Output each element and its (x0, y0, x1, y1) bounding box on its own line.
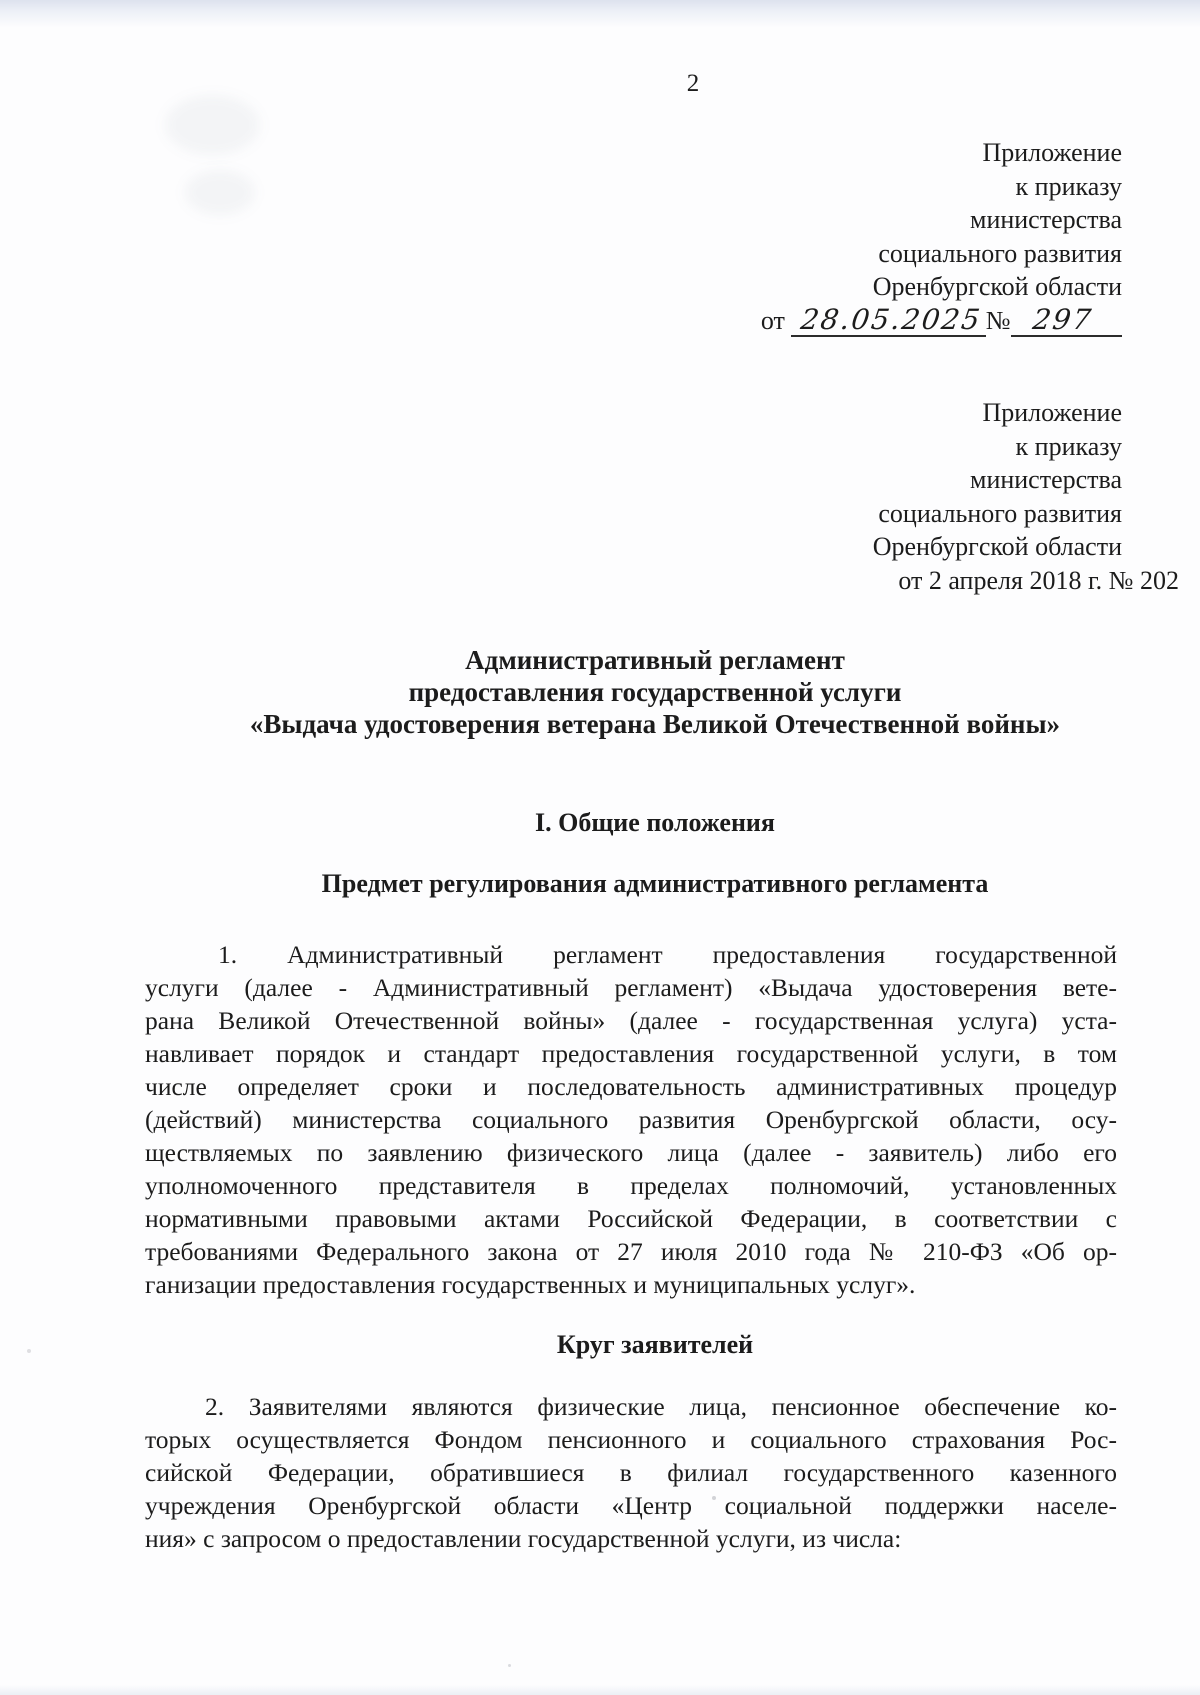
appendix-line: к приказу (1015, 171, 1122, 201)
document-title (145, 644, 1165, 740)
scan-edge-artifact-bottom (0, 1685, 1200, 1695)
scan-smudge (185, 170, 255, 215)
handwritten-number-field (1011, 302, 1122, 337)
paragraph-line: 2. Заявителями являются физические лица, пенсионное обеспечение ко- (205, 1392, 1117, 1421)
document-title-line: предоставления государственной услуги (408, 677, 902, 707)
paragraph-line: рана Великой Отечественной войны» (далее - государственная услуга) уста- (145, 1006, 1117, 1035)
paragraph-line: нормативными правовыми актами Российской Федерации, в соответствии с (145, 1204, 1117, 1233)
scan-edge-artifact-top (0, 0, 1200, 28)
appendix-line: к приказу (1015, 431, 1122, 461)
handwritten-number: 297 (1030, 302, 1095, 336)
appendix-block-current-order (761, 136, 1122, 337)
appendix-block-base-order (872, 396, 1179, 597)
paragraph-line: навливает порядок и стандарт предоставления государственной услуги, в том (145, 1039, 1117, 1068)
appendix-date-line: от 2 апреля 2018 г. № 202 (898, 565, 1179, 595)
paragraph-line: сийской Федерации, обратившиеся в филиал государственного казенного (145, 1458, 1117, 1487)
paragraph-1 (145, 938, 1117, 1301)
paragraph-line: требованиями Федерального закона от 27 июля 2010 года № 210-ФЗ «Об ор- (145, 1237, 1117, 1266)
appendix-line: министерства (969, 465, 1122, 494)
number-sign: № (985, 305, 1011, 335)
scan-speck (508, 1664, 511, 1667)
document-title-line: «Выдача удостоверения ветерана Великой Отечественной войны» (249, 709, 1061, 739)
paragraph-line: учреждения Оренбургской области «Центр социальной поддержки населе- (145, 1491, 1117, 1520)
appendix-date-line (761, 304, 1122, 338)
paragraph-line: услуги (далее - Административный регламент) «Выдача удостоверения вете- (145, 973, 1117, 1002)
handwritten-date: 28.05.2025 (799, 302, 985, 336)
paragraph-line: ществляемых по заявлению физического лица (далее - заявитель) либо его (145, 1138, 1117, 1167)
appendix-line: Оренбургской области (872, 532, 1122, 561)
handwritten-date-field (791, 302, 985, 337)
appendix-line: социального развития (878, 238, 1122, 268)
paragraph-line: (действий) министерства социального развития Оренбургской области, осу- (145, 1105, 1117, 1134)
appendix-line: социального развития (878, 498, 1122, 528)
appendix-line: Приложение (982, 138, 1122, 167)
paragraph-line: ганизации предоставления государственных и муниципальных услуг». (145, 1270, 916, 1299)
document-title-line: Административный регламент (465, 645, 845, 675)
paragraph-line: 1. Административный регламент предоставления государственной (218, 940, 1117, 969)
scan-speck (27, 1349, 31, 1353)
paragraph-line: числе определяет сроки и последовательность административных процедур (145, 1072, 1117, 1101)
page-number: 2 (686, 70, 700, 97)
paragraph-line: ния» с запросом о предоставлении государственной услуги, из числа: (145, 1524, 902, 1553)
subsection-heading-subject: Предмет регулирования административного регламента (321, 869, 989, 898)
appendix-line: министерства (969, 205, 1122, 234)
appendix-line: Приложение (982, 398, 1122, 427)
subsection-heading-applicants: Круг заявителей (556, 1330, 754, 1359)
paragraph-line: торых осуществляется Фондом пенсионного и социального страхования Рос- (145, 1425, 1117, 1454)
appendix-line: Оренбургской области (872, 272, 1122, 301)
scan-smudge (165, 95, 260, 155)
date-prefix-label: от (760, 305, 785, 335)
paragraph-line: уполномоченного представителя в пределах полномочий, установленных (145, 1171, 1117, 1200)
paragraph-2 (145, 1390, 1117, 1555)
section-heading-general-provisions: I. Общие положения (535, 808, 775, 837)
